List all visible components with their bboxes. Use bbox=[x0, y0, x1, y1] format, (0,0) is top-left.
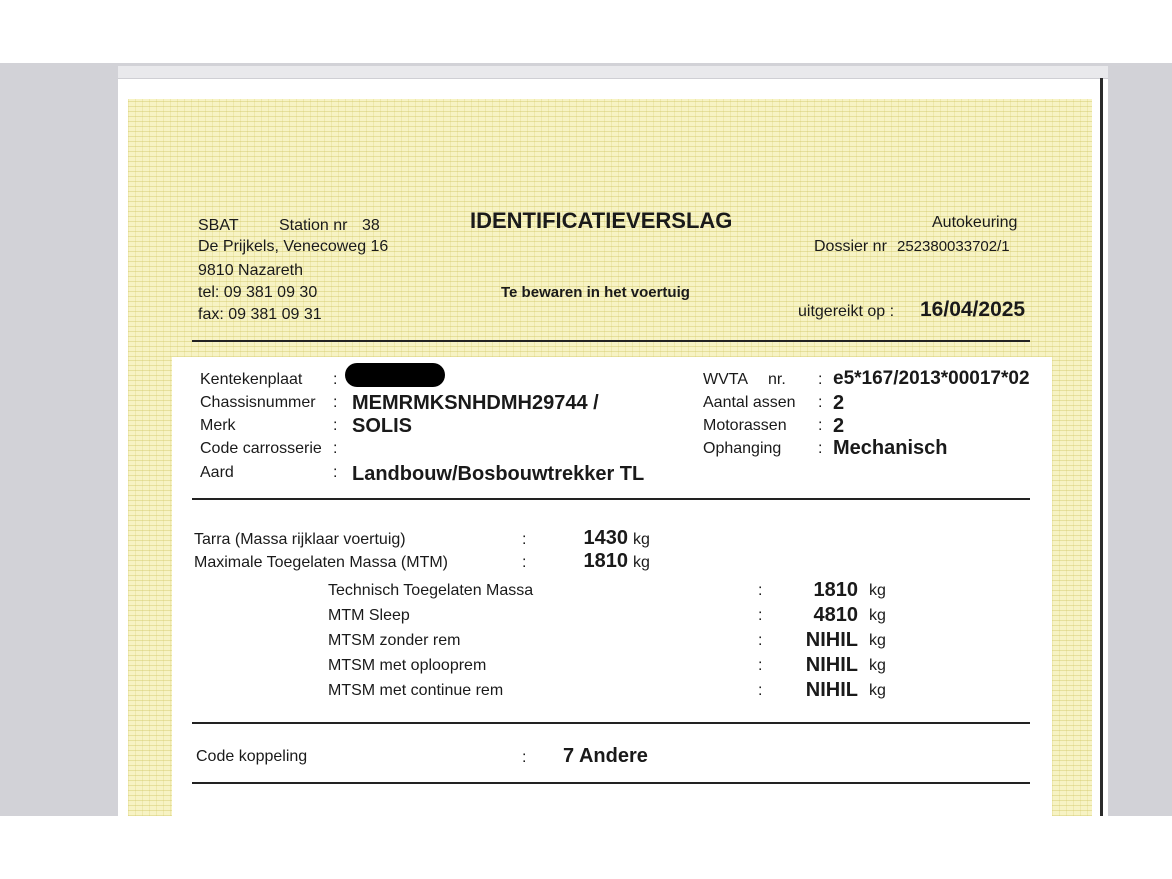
body-code-label: Code carrosserie bbox=[200, 440, 322, 457]
wvta-label: WVTA bbox=[703, 371, 749, 388]
plate-label: Kentekenplaat bbox=[200, 371, 303, 388]
mass-row-label: MTSM met oplooprem bbox=[328, 657, 487, 674]
chassis-colon: : bbox=[333, 394, 338, 411]
coupling-colon: : bbox=[522, 749, 527, 766]
mass-row-value: NIHIL bbox=[805, 629, 858, 651]
type-colon: : bbox=[333, 464, 338, 481]
issued-date: 16/04/2025 bbox=[920, 298, 1026, 321]
coupling-value: 7 Andere bbox=[563, 745, 648, 767]
motor-axles-colon: : bbox=[818, 417, 823, 434]
tarra-value: 1430 bbox=[583, 527, 628, 549]
mass-row-colon: : bbox=[758, 682, 763, 699]
autokeuring-label: Autokeuring bbox=[932, 214, 1018, 231]
document-title: IDENTIFICATIEVERSLAG bbox=[470, 208, 733, 233]
axles-colon: : bbox=[818, 394, 823, 411]
coupling-label: Code koppeling bbox=[196, 748, 308, 765]
axles-label: Aantal assen bbox=[703, 394, 796, 411]
redacted-plate bbox=[345, 363, 445, 387]
divider-header bbox=[192, 340, 1030, 342]
security-pattern-left bbox=[128, 357, 172, 816]
address-line: De Prijkels, Venecoweg 16 bbox=[198, 238, 389, 255]
type-value: Landbouw/Bosbouwtrekker TL bbox=[352, 463, 645, 485]
suspension-value: Mechanisch bbox=[833, 437, 948, 459]
axles-value: 2 bbox=[833, 392, 845, 414]
suspension-label: Ophanging bbox=[703, 440, 782, 457]
brand-colon: : bbox=[333, 417, 338, 434]
dossier-number: 252380033702/1 bbox=[897, 238, 1010, 255]
chassis-label: Chassisnummer bbox=[200, 394, 316, 411]
sheet-edge bbox=[1100, 78, 1103, 816]
motor-axles-value: 2 bbox=[833, 415, 845, 437]
org-name: SBAT bbox=[198, 217, 239, 234]
mass-row-unit: kg bbox=[869, 632, 886, 649]
mtm-colon: : bbox=[522, 554, 527, 571]
mass-row-colon: : bbox=[758, 632, 763, 649]
page-top-edge bbox=[118, 66, 1108, 79]
brand-label: Merk bbox=[200, 417, 236, 434]
mass-row-unit: kg bbox=[869, 582, 886, 599]
dossier-label: Dossier nr bbox=[814, 238, 887, 255]
city-line: 9810 Nazareth bbox=[198, 262, 303, 279]
tarra-label: Tarra (Massa rijklaar voertuig) bbox=[194, 531, 406, 548]
tarra-unit: kg bbox=[633, 531, 650, 548]
plate-colon: : bbox=[333, 371, 338, 388]
divider-vehicle bbox=[192, 498, 1030, 500]
chassis-value: MEMRMKSNHDMH29744 / bbox=[352, 392, 599, 414]
wvta-colon: : bbox=[818, 371, 823, 388]
mass-row-unit: kg bbox=[869, 682, 886, 699]
mass-row-colon: : bbox=[758, 657, 763, 674]
mass-row-value: NIHIL bbox=[805, 654, 858, 676]
document-subtitle: Te bewaren in het voertuig bbox=[501, 284, 690, 301]
station-label: Station nr bbox=[279, 217, 348, 234]
mass-row-colon: : bbox=[758, 607, 763, 624]
brand-value: SOLIS bbox=[352, 415, 413, 437]
tarra-colon: : bbox=[522, 531, 527, 548]
security-pattern-right bbox=[1052, 357, 1092, 816]
mass-row-unit: kg bbox=[869, 607, 886, 624]
mass-row-label: MTM Sleep bbox=[328, 607, 410, 624]
fax-line: fax: 09 381 09 31 bbox=[198, 306, 322, 323]
wvta-value: e5*167/2013*00017*02 bbox=[833, 368, 1030, 389]
station-number: 38 bbox=[362, 217, 380, 234]
body-code-colon: : bbox=[333, 440, 338, 457]
mass-row-label: MTSM met continue rem bbox=[328, 682, 504, 699]
mass-row-label: MTSM zonder rem bbox=[328, 632, 461, 649]
suspension-colon: : bbox=[818, 440, 823, 457]
divider-coupling bbox=[192, 782, 1030, 784]
mass-row-label: Technisch Toegelaten Massa bbox=[328, 582, 534, 599]
mtm-value: 1810 bbox=[583, 550, 628, 572]
issued-label: uitgereikt op : bbox=[798, 303, 895, 320]
mass-row-value: 4810 bbox=[813, 604, 858, 626]
tel-line: tel: 09 381 09 30 bbox=[198, 284, 318, 301]
wvta-nr-label: nr. bbox=[768, 371, 786, 388]
mass-row-unit: kg bbox=[869, 657, 886, 674]
motor-axles-label: Motorassen bbox=[703, 417, 787, 434]
document-page bbox=[118, 66, 1108, 816]
mass-row-value: NIHIL bbox=[805, 679, 858, 701]
type-label: Aard bbox=[200, 464, 234, 481]
divider-mass bbox=[192, 722, 1030, 724]
mtm-label: Maximale Toegelaten Massa (MTM) bbox=[194, 554, 449, 571]
mass-row-colon: : bbox=[758, 582, 763, 599]
mass-row-value: 1810 bbox=[813, 579, 858, 601]
mtm-unit: kg bbox=[633, 554, 650, 571]
